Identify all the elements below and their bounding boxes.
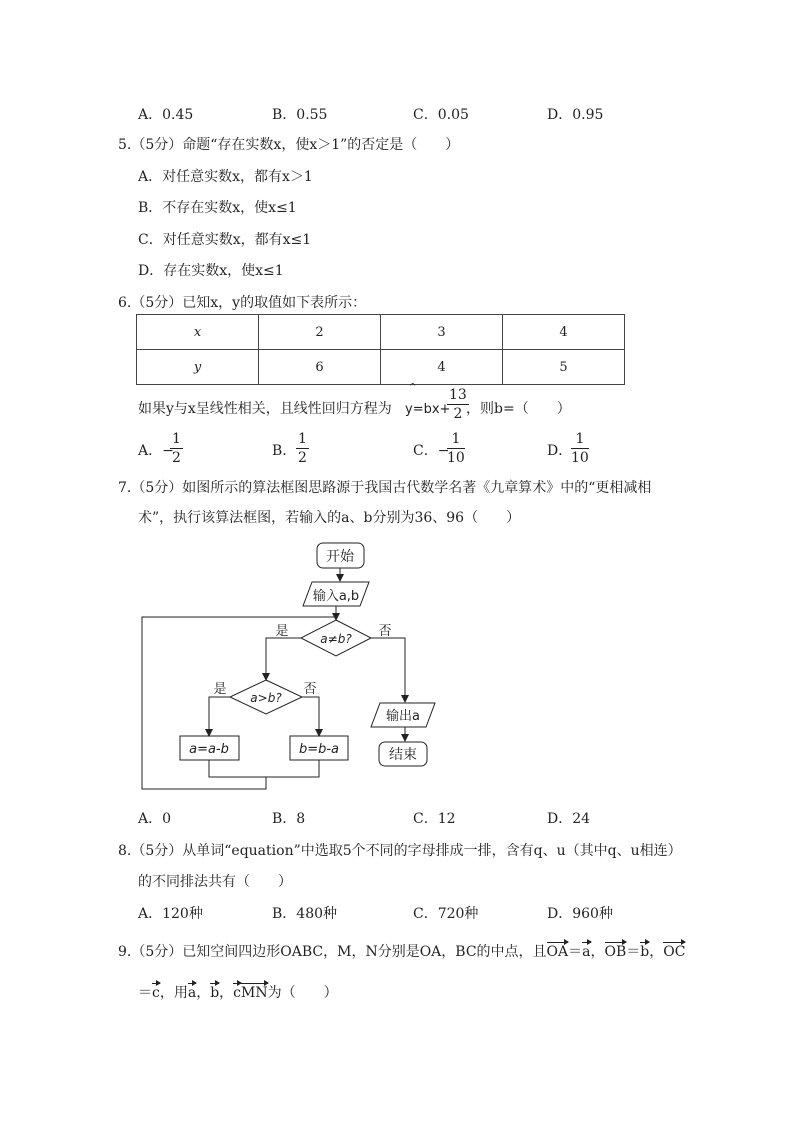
table-cell: y bbox=[137, 350, 259, 385]
equals-sign: ＝ bbox=[568, 944, 583, 960]
q7-option-a[interactable]: A．0 bbox=[138, 811, 172, 827]
q4-option-a[interactable]: A．0.45 bbox=[138, 107, 194, 123]
fraction-denominator: 10 bbox=[571, 450, 589, 466]
q6-stem: 6.（5分）已知x，y的取值如下表所示： bbox=[118, 295, 367, 311]
q7-stem-line2: 术”，执行该算法框图，若输入的a、b分别为36、96（ ） bbox=[138, 510, 521, 526]
option-label: B． bbox=[272, 443, 297, 459]
equals-sign: ＝ bbox=[138, 985, 152, 1001]
q5-option-a[interactable]: A．对任意实数x，都有x＞1 bbox=[138, 169, 313, 185]
q9-stem-line2 bbox=[138, 982, 338, 1002]
table-cell: x bbox=[137, 315, 259, 350]
table-cell: 5 bbox=[503, 350, 625, 385]
q9-stem-text: 用 bbox=[173, 985, 188, 1001]
option-sign: − bbox=[437, 443, 450, 459]
q7-stem-line1: 7.（5分）如图所示的算法框图思路源于我国古代数学名著《九章算术》中的“更相减相 bbox=[118, 480, 652, 496]
q4-option-c[interactable]: C．0.05 bbox=[413, 107, 469, 123]
flow-yes-label-2: 是 bbox=[213, 682, 227, 697]
q5-option-b[interactable]: B．不存在实数x，使x≤1 bbox=[138, 200, 297, 216]
q4-option-d[interactable]: D．0.95 bbox=[547, 107, 604, 123]
vector-oc: OC bbox=[663, 944, 686, 960]
q7-option-b[interactable]: B．8 bbox=[272, 811, 306, 827]
q8-stem-line2: 的不同排法共有（ ） bbox=[138, 874, 292, 890]
flow-cond1-label: a≠b? bbox=[320, 632, 352, 646]
option-label: A． bbox=[138, 443, 163, 459]
table-cell: 4 bbox=[503, 315, 625, 350]
flow-assign-b-label: b=b-a bbox=[298, 742, 340, 757]
q9-stem-text: 9.（5分）已知空间四边形OABC，M，N分别是OA，BC的中点，且 bbox=[118, 944, 547, 960]
vector-mn: MN bbox=[241, 985, 268, 1001]
q8-option-c[interactable]: C．720种 bbox=[413, 906, 479, 922]
equals-sign: ＝ bbox=[626, 944, 641, 960]
q6-text-before: 如果y与x呈线性相关，且线性回归方程为 bbox=[138, 401, 392, 417]
q6-equation: y=bx+ bbox=[405, 402, 451, 417]
q8-option-a[interactable]: A．120种 bbox=[138, 906, 203, 922]
vector-ob: OB bbox=[604, 944, 627, 960]
separator: ， bbox=[196, 985, 211, 1001]
q5-option-c[interactable]: C．对任意实数x，都有x≤1 bbox=[138, 232, 312, 248]
separator: ， bbox=[219, 985, 234, 1001]
fraction-numerator: 1 bbox=[298, 431, 307, 447]
q6-text-after: ，则b=（ ） bbox=[466, 401, 571, 417]
vector-b: b bbox=[210, 985, 220, 1001]
table-cell: 4 bbox=[381, 350, 503, 385]
fraction-numerator: 1 bbox=[447, 430, 465, 449]
fraction-numerator: 1 bbox=[571, 430, 589, 449]
vector-c: c bbox=[152, 985, 160, 1001]
flow-start-label: 开始 bbox=[326, 549, 354, 565]
q5-stem: 5.（5分）命题“存在实数x，使x＞1”的否定是（ ） bbox=[118, 137, 460, 153]
flow-yes-label-1: 是 bbox=[275, 624, 289, 639]
q9-stem-line1 bbox=[118, 941, 685, 961]
vector-b: b bbox=[640, 944, 650, 960]
table-cell: 6 bbox=[259, 350, 381, 385]
flow-input-label: 输入a,b bbox=[312, 589, 360, 604]
option-label: C． bbox=[413, 443, 438, 459]
q8-stem-line1: 8.（5分）从单词“equation”中选取5个不同的字母排成一排，含有q、u（其中q、u相连） bbox=[118, 843, 682, 859]
fraction-denominator: 2 bbox=[453, 406, 463, 422]
flow-no-label-2: 否 bbox=[303, 682, 317, 697]
vector-c: c bbox=[233, 985, 242, 1001]
q5-option-d[interactable]: D．存在实数x，使x≤1 bbox=[138, 263, 284, 279]
vector-a: a bbox=[187, 985, 197, 1001]
flow-no-label-1: 否 bbox=[378, 624, 392, 639]
table-cell: 2 bbox=[259, 315, 381, 350]
flow-end-label: 结束 bbox=[389, 747, 417, 763]
option-sign: − bbox=[162, 443, 174, 459]
fraction-numerator: 1 bbox=[172, 431, 181, 447]
q8-option-b[interactable]: B．480种 bbox=[272, 906, 338, 922]
q8-option-d[interactable]: D．960种 bbox=[547, 906, 613, 922]
fraction-denominator: 2 bbox=[298, 450, 307, 466]
separator: ， bbox=[590, 944, 605, 960]
q4-option-b[interactable]: B．0.55 bbox=[272, 107, 328, 123]
separator: ， bbox=[649, 944, 664, 960]
flow-output-label: 输出a bbox=[386, 709, 420, 724]
q7-option-d[interactable]: D．24 bbox=[547, 811, 591, 827]
option-label: D． bbox=[547, 443, 573, 459]
fraction-denominator: 2 bbox=[172, 450, 181, 466]
q7-option-c[interactable]: C．12 bbox=[413, 811, 456, 827]
fraction-numerator: 13 bbox=[449, 387, 467, 403]
flow-assign-a-label: a=a-b bbox=[189, 742, 229, 757]
vector-oa: OA bbox=[546, 944, 569, 960]
separator: ， bbox=[159, 985, 174, 1001]
fraction-denominator: 10 bbox=[447, 450, 465, 466]
flow-cond2-label: a>b? bbox=[250, 691, 282, 705]
q9-stem-text: 为（ ） bbox=[267, 985, 338, 1001]
q6-hat-mark: ^ bbox=[409, 383, 417, 393]
table-cell: 3 bbox=[381, 315, 503, 350]
vector-a: a bbox=[582, 944, 591, 960]
